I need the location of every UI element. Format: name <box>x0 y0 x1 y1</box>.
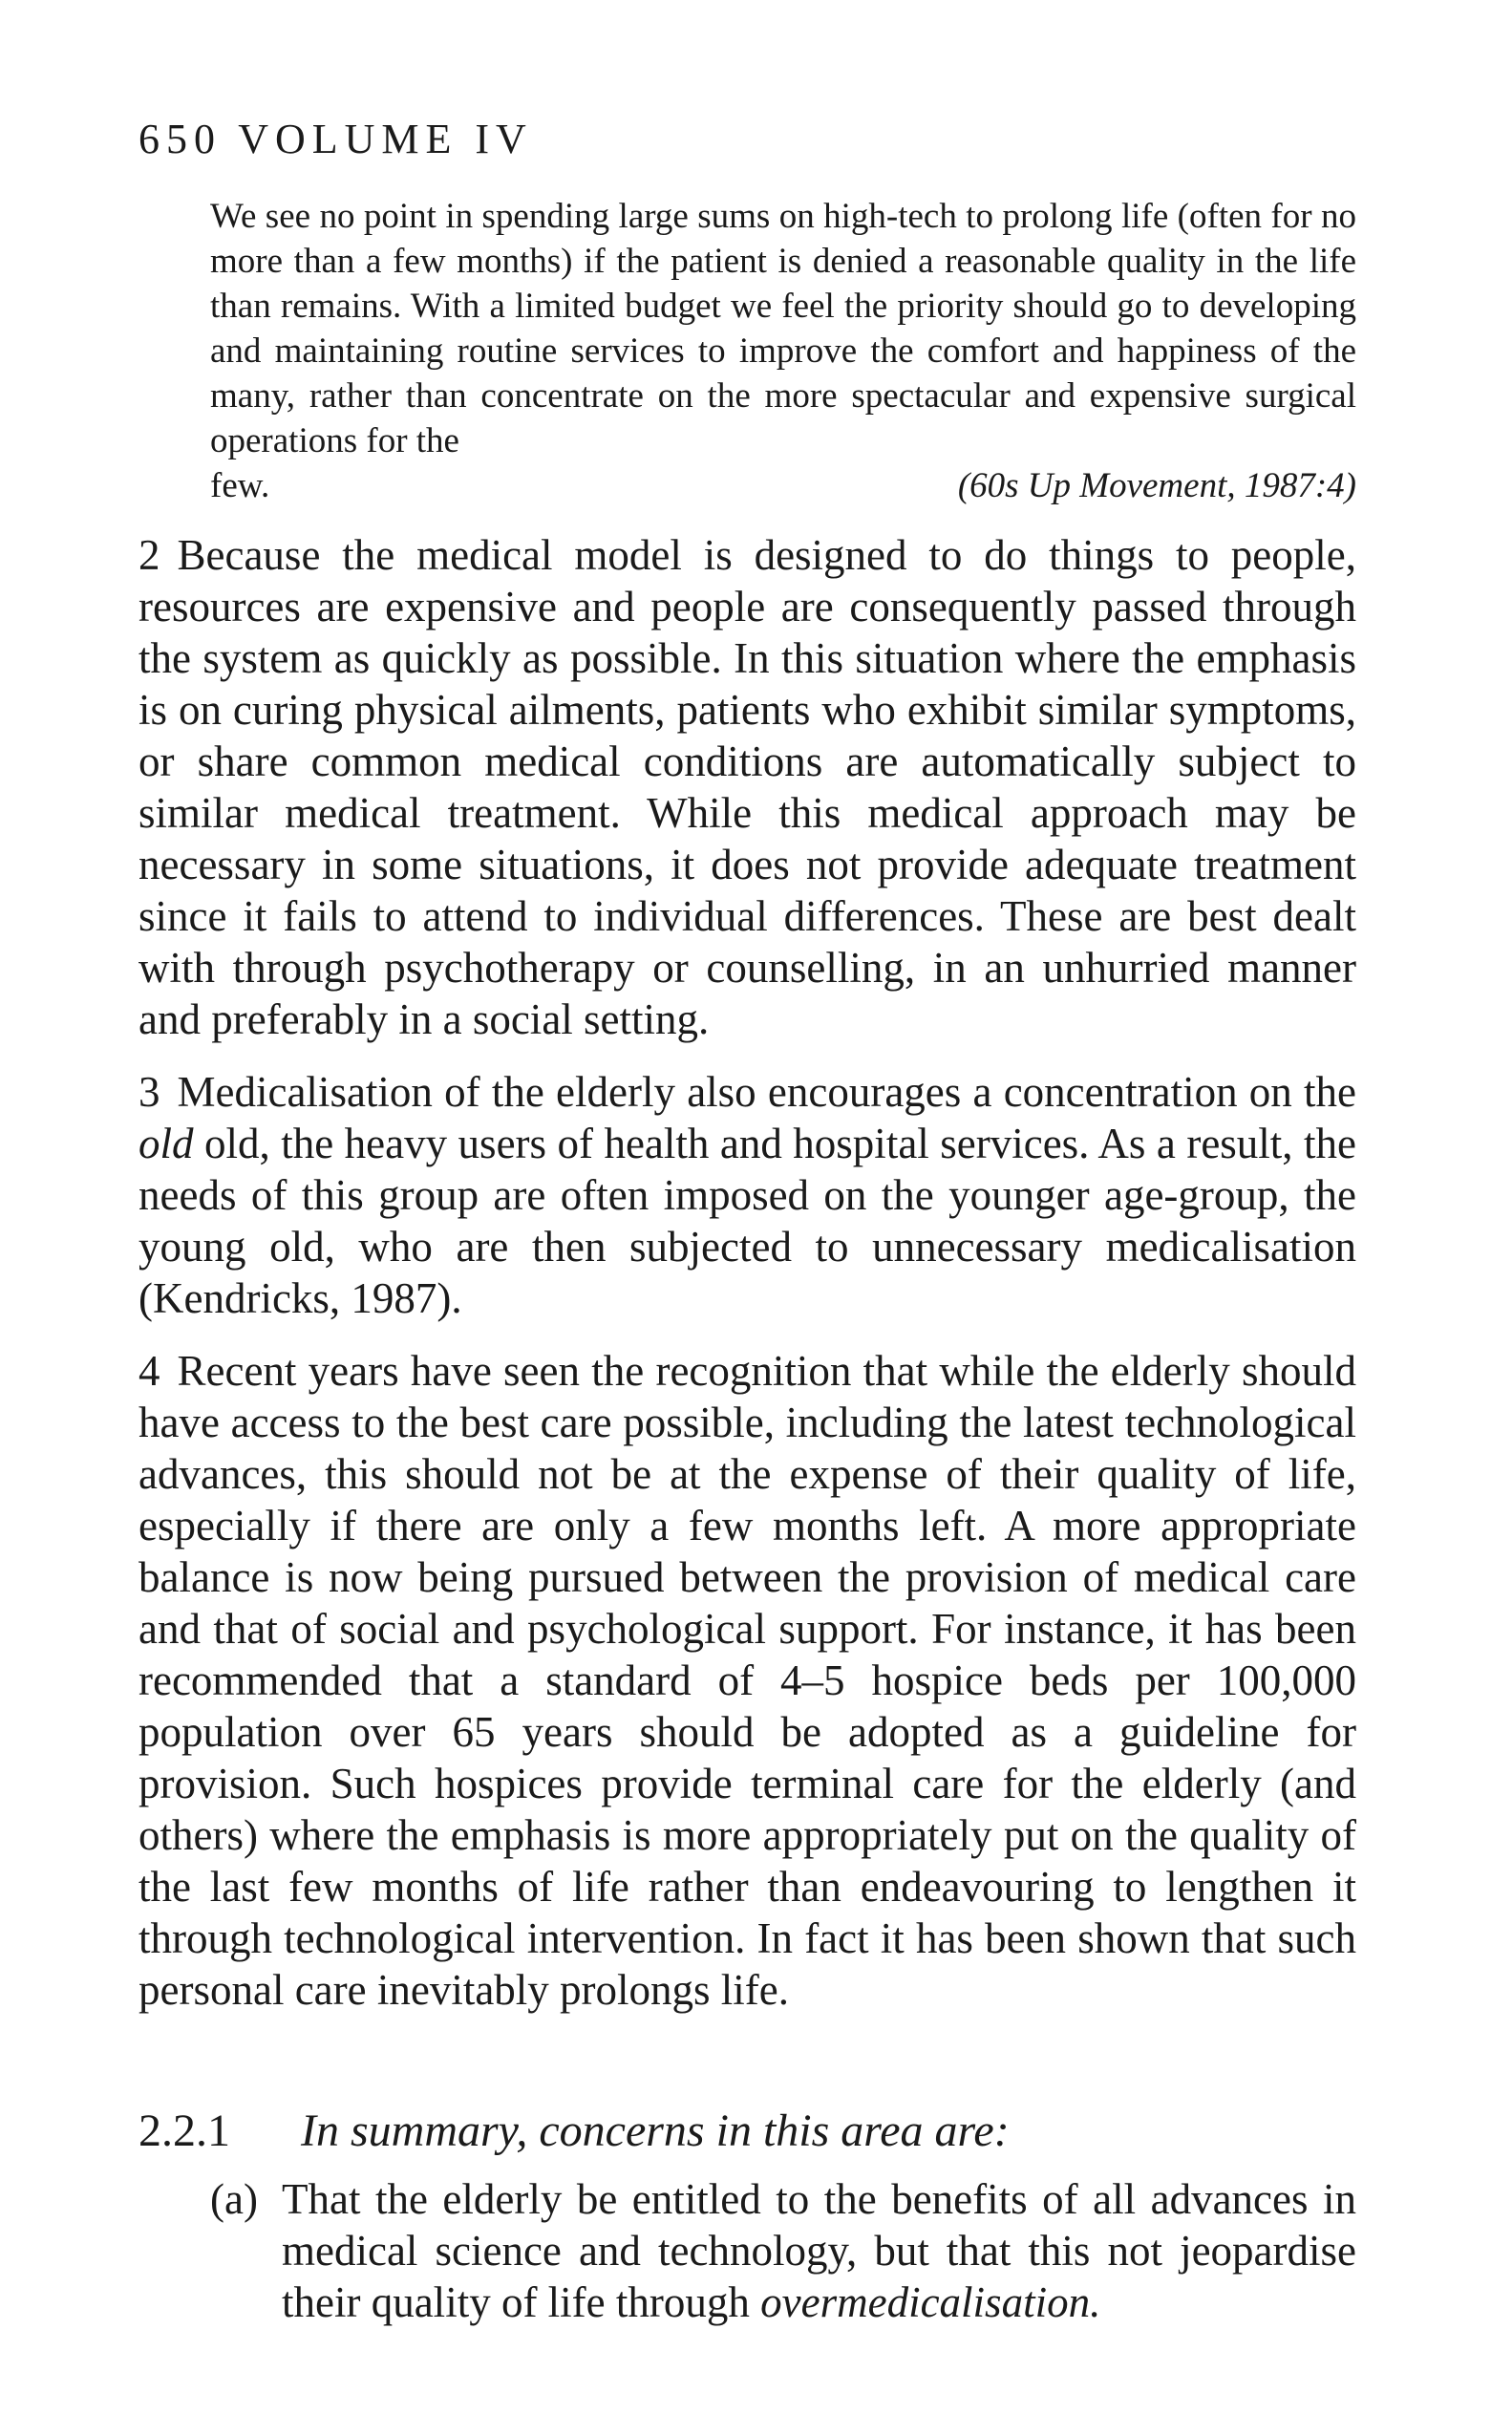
section-number: 2.2.1 <box>138 2105 230 2156</box>
paragraph-number: 2 <box>138 530 160 579</box>
list-item <box>138 2173 1356 2328</box>
paragraph-4 <box>138 1345 1356 2016</box>
document-page <box>138 115 1356 2328</box>
section-title: In summary, concerns in this area are: <box>301 2105 1010 2156</box>
paragraph-text: Because the medical model is designed to do things to people, resources are expensive and people are consequently passed through the system as quickly as possible. In this situation where the emphasis is on curing physical ailments, patients who exhibit similar symptoms, or share common medical conditions are automatically subject to similar medical treatment. While this medical approach may be necessary in some situations, it does not provide adequate treatment since it fails to attend to individual differences. These are best dealt with through psychotherapy or counselling, in an unhurried manner and preferably in a social setting. <box>138 530 1356 1043</box>
list-item-body: That the elderly be entitled to the benefits of all advances in medical science and technology, but that this not jeopardise their quality of life through <box>282 2175 1356 2327</box>
block-quote-last-line <box>210 463 1356 508</box>
block-quote-last-word: few. <box>210 465 270 505</box>
list-item-text <box>282 2173 1356 2328</box>
block-quote-text: We see no point in spending large sums on high-tech to prolong life (often for no more than a few months) if the patient is denied a reasonable quality in the life than remains. With a limited budget we feel the priority should go to developing and maintaining routine services to improve the comfort and happiness of the many, rather than concentrate on the more spectacular and expensive surgical operations for the <box>210 196 1356 460</box>
paragraph-text: Recent years have seen the recognition that while the elderly should have access to the best care possible, including the latest technological advances, this should not be at the expense of their quality of life, especially if there are only a few months left. A more appropriate balance is now being pursued between the provision of medical care and that of social and psychological support. For instance, it has been recommended that a standard of 4–5 hospice beds per 100,000 population over 65 years should be adopted as a guideline for provision. Such hospices provide terminal care for the elderly (and others) where the emphasis is more appropriately put on the quality of the last few months of life rather than endeavouring to lengthen it through technological intervention. In fact it has been shown that such personal care inevitably prolongs life. <box>138 1346 1356 2014</box>
list-marker: (a) <box>210 2175 258 2224</box>
paragraph-3 <box>138 1066 1356 1324</box>
block-quote <box>210 194 1356 463</box>
paragraph-emphasis: old <box>138 1119 194 1167</box>
paragraph-number: 3 <box>138 1067 160 1116</box>
list-item-emphasis: overmedicalisation. <box>760 2278 1101 2327</box>
paragraph-2 <box>138 529 1356 1045</box>
paragraph-text-after: old, the heavy users of health and hospital services. As a result, the needs of this group are often imposed on the younger age-group, the young old, who are then subjected to unnecessary medicalisation (Kendricks, 1987). <box>138 1119 1356 1322</box>
paragraph-text-before: Medicalisation of the elderly also encourages a concentration on the <box>177 1067 1356 1116</box>
section-heading <box>138 2104 1356 2159</box>
quote-source: (60s Up Movement, 1987:4) <box>957 465 1356 505</box>
running-head: 650 VOLUME IV <box>138 116 533 162</box>
paragraph-number: 4 <box>138 1346 160 1395</box>
